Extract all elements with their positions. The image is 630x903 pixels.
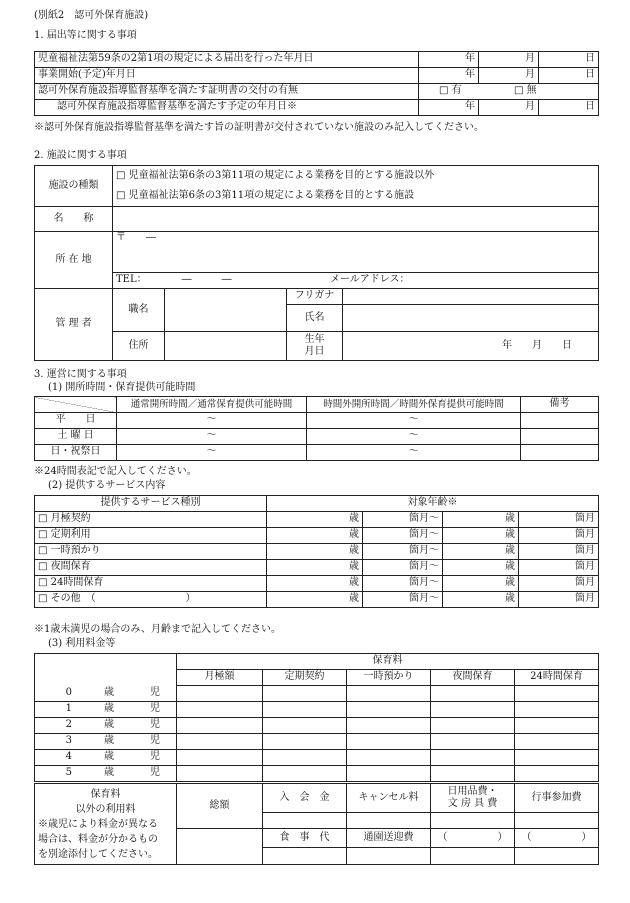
birth-label: 生年 月日 bbox=[287, 332, 343, 361]
service-row[interactable]: □ その他 （ ） 歳 箇月～ 歳 箇月 bbox=[35, 592, 599, 608]
fee-col-24h: 24時間保育 bbox=[515, 670, 599, 686]
checkbox-service-4[interactable]: □ 24時間保育 bbox=[38, 577, 103, 588]
fee-row[interactable] bbox=[35, 702, 599, 718]
weekday-extra[interactable]: ～ bbox=[307, 413, 521, 429]
kind-label: 施設の種類 bbox=[35, 166, 113, 207]
hours-h-extra: 時間外開所時間／時間外保育提供可能時間 bbox=[307, 397, 521, 413]
saturday-note[interactable] bbox=[521, 429, 599, 445]
furigana-label: フリガナ bbox=[287, 289, 343, 305]
paren-1-value[interactable] bbox=[431, 848, 515, 865]
entry-value[interactable] bbox=[263, 813, 347, 829]
holiday-note[interactable] bbox=[521, 445, 599, 461]
name-label: 名 称 bbox=[35, 207, 113, 232]
mail-label: メールアドレス： bbox=[330, 274, 410, 286]
weekday-note[interactable] bbox=[521, 413, 599, 429]
job-field[interactable] bbox=[165, 289, 287, 332]
age-label: 4 歳 児 bbox=[35, 750, 177, 766]
service-row[interactable]: □ 夜間保育 歳 箇月～ 歳 箇月 bbox=[35, 560, 599, 576]
meal-label: 食 事 代 bbox=[263, 829, 347, 848]
bus-label: 通園送迎費 bbox=[347, 829, 431, 848]
checkbox-yes[interactable]: □ 有 bbox=[439, 85, 462, 96]
section1-table bbox=[34, 51, 599, 116]
s1-row1-year[interactable]: 年 bbox=[419, 52, 479, 68]
total-label: 総額 bbox=[177, 783, 263, 829]
job-label: 職名 bbox=[113, 289, 165, 332]
saturday-extra[interactable]: ～ bbox=[307, 429, 521, 445]
holiday-extra[interactable]: ～ bbox=[307, 445, 521, 461]
address2-label: 住所 bbox=[113, 332, 165, 361]
section2-table bbox=[34, 165, 599, 361]
birth-field[interactable]: 年 月 日 bbox=[343, 332, 599, 361]
bus-value[interactable] bbox=[347, 848, 431, 865]
section1-title: 1. 届出等に関する事項 bbox=[34, 30, 137, 41]
meal-value[interactable] bbox=[263, 848, 347, 865]
day-saturday: 土 曜 日 bbox=[35, 429, 117, 445]
s1-row1-month[interactable]: 月 bbox=[479, 52, 539, 68]
s1-row1-day[interactable]: 日 bbox=[539, 52, 599, 68]
fee-row[interactable] bbox=[35, 718, 599, 734]
tel-label: TEL： ― ― bbox=[116, 274, 232, 286]
total-value[interactable] bbox=[177, 829, 263, 865]
age-label: 1 歳 児 bbox=[35, 702, 177, 718]
age-label: 2 歳 児 bbox=[35, 718, 177, 734]
hours-h-normal: 通常開所時間／通常保育提供可能時間 bbox=[117, 397, 307, 413]
weekday-normal[interactable]: ～ bbox=[117, 413, 307, 429]
address-field[interactable] bbox=[113, 232, 599, 273]
checkbox-service-3[interactable]: □ 夜間保育 bbox=[38, 561, 91, 572]
checkbox-service-5[interactable]: □ その他 （ ） bbox=[38, 593, 196, 604]
svc-h2: 対象年齢※ bbox=[267, 496, 599, 512]
age-label: 3 歳 児 bbox=[35, 734, 177, 750]
event-label: 行事参加費 bbox=[515, 783, 599, 813]
age-label: 5 歳 児 bbox=[35, 766, 177, 783]
checkbox-service-2[interactable]: □ 一時預かり bbox=[38, 545, 101, 556]
s1-row3-label: 認可外保育施設指導監督基準を満たす証明書の交付の有無 bbox=[35, 84, 419, 100]
s3-sub3: (3) 利用料金等 bbox=[48, 638, 116, 649]
service-row[interactable]: □ 24時間保育 歳 箇月～ 歳 箇月 bbox=[35, 576, 599, 592]
service-table bbox=[34, 495, 599, 608]
day-holiday: 日・祝祭日 bbox=[35, 445, 117, 461]
svc-h1: 提供するサービス種別 bbox=[35, 496, 267, 512]
manager-label: 管 理 者 bbox=[35, 289, 113, 361]
fee-col-temporary: 一時預かり bbox=[347, 670, 431, 686]
kind-option-1[interactable] bbox=[113, 166, 599, 187]
s3-note1: ※24時間表記で記入してください。 bbox=[34, 466, 197, 477]
cancel-value[interactable] bbox=[347, 813, 431, 829]
kind-option-2[interactable] bbox=[113, 186, 599, 207]
checkbox-service-0[interactable]: □ 月極契約 bbox=[38, 513, 91, 524]
service-row[interactable]: □ 月極契約 歳 箇月～ 歳 箇月 bbox=[35, 512, 599, 528]
fee-header: 保育料 bbox=[177, 654, 599, 670]
furigana-field[interactable] bbox=[343, 289, 599, 305]
daily-label: 日用品費・ 文 房 具 費 bbox=[431, 783, 515, 813]
day-weekday: 平 日 bbox=[35, 413, 117, 429]
holiday-normal[interactable]: ～ bbox=[117, 445, 307, 461]
hours-table bbox=[34, 396, 599, 461]
service-row[interactable]: □ 一時預かり 歳 箇月～ 歳 箇月 bbox=[35, 544, 599, 560]
checkbox-kind-2[interactable]: □ 児童福祉法第6条の3第11項の規定による業務を目的とする施設 bbox=[116, 190, 414, 201]
s3-sub1: (1) 開所時間・保育提供可能時間 bbox=[48, 382, 196, 393]
manager-address-field[interactable] bbox=[165, 332, 287, 361]
cancel-label: キャンセル料 bbox=[347, 783, 431, 813]
paren-1[interactable]: （ ） bbox=[431, 829, 515, 848]
paren-2-value[interactable] bbox=[515, 848, 599, 865]
fee-row[interactable] bbox=[35, 750, 599, 766]
s1-row2-label: 事業開始(予定)年月日 bbox=[35, 68, 419, 84]
s1-row4-day[interactable]: 日 bbox=[539, 100, 599, 116]
fee-row[interactable] bbox=[35, 766, 599, 783]
event-value[interactable] bbox=[515, 813, 599, 829]
s1-row4-month[interactable]: 月 bbox=[479, 100, 539, 116]
service-row[interactable]: □ 定期利用 歳 箇月～ 歳 箇月 bbox=[35, 528, 599, 544]
s1-row2-month[interactable]: 月 bbox=[479, 68, 539, 84]
daily-value[interactable] bbox=[431, 813, 515, 829]
hours-corner bbox=[35, 397, 117, 413]
fee-col-night: 夜間保育 bbox=[431, 670, 515, 686]
fee-corner bbox=[35, 654, 177, 686]
entry-label: 入 会 金 bbox=[263, 783, 347, 813]
contact-row[interactable] bbox=[113, 273, 599, 289]
s3-sub2: (2) 提供するサービス内容 bbox=[48, 480, 166, 491]
checkbox-no[interactable]: □ 無 bbox=[514, 85, 537, 96]
s1-row4-label: 認可外保育施設指導監督基準を満たす予定の年月日※ bbox=[35, 100, 419, 116]
fee-row[interactable] bbox=[35, 734, 599, 750]
fee-col-regular: 定期契約 bbox=[263, 670, 347, 686]
s3-note2: ※1歳未満児の場合のみ、月齢まで記入してください。 bbox=[34, 624, 281, 635]
section2-title: 2. 施設に関する事項 bbox=[34, 150, 127, 161]
checkbox-kind-1[interactable]: □ 児童福祉法第6条の3第11項の規定による業務を目的とする施設以外 bbox=[116, 170, 434, 181]
saturday-normal[interactable]: ～ bbox=[117, 429, 307, 445]
fee-table bbox=[34, 653, 599, 865]
fee-col-monthly: 月極額 bbox=[177, 670, 263, 686]
fee-row[interactable] bbox=[35, 686, 599, 702]
s1-row3-choice[interactable] bbox=[419, 84, 599, 100]
section3-title: 3. 運営に関する事項 bbox=[34, 369, 127, 380]
checkbox-service-1[interactable]: □ 定期利用 bbox=[38, 529, 91, 540]
s1-row4-year[interactable]: 年 bbox=[419, 100, 479, 116]
s1-row2-day[interactable]: 日 bbox=[539, 68, 599, 84]
name-field[interactable] bbox=[113, 207, 599, 232]
other-fee-label: 保育料 以外の利用料 ※歳児により料金が異なる 場合は、料金が分かるもの を別途添付してください。 bbox=[35, 783, 177, 865]
paren-2[interactable]: （ ） bbox=[515, 829, 599, 848]
form-header: (別紙2 認可外保育施設) bbox=[34, 10, 149, 21]
postal-mark: 〒 ― bbox=[116, 232, 156, 243]
fullname-field[interactable] bbox=[343, 305, 599, 332]
hours-h-note: 備考 bbox=[521, 397, 599, 413]
s1-note: ※認可外保育施設指導監督基準を満たす旨の証明書が交付されていない施設のみ記入してください。 bbox=[34, 122, 484, 133]
s1-row1-label: 児童福祉法第59条の2第1項の規定による届出を行った年月日 bbox=[35, 52, 419, 68]
age-label: 0 歳 児 bbox=[35, 686, 177, 702]
s1-row2-year[interactable]: 年 bbox=[419, 68, 479, 84]
fullname-label: 氏名 bbox=[287, 305, 343, 332]
address-label: 所 在 地 bbox=[35, 232, 113, 289]
